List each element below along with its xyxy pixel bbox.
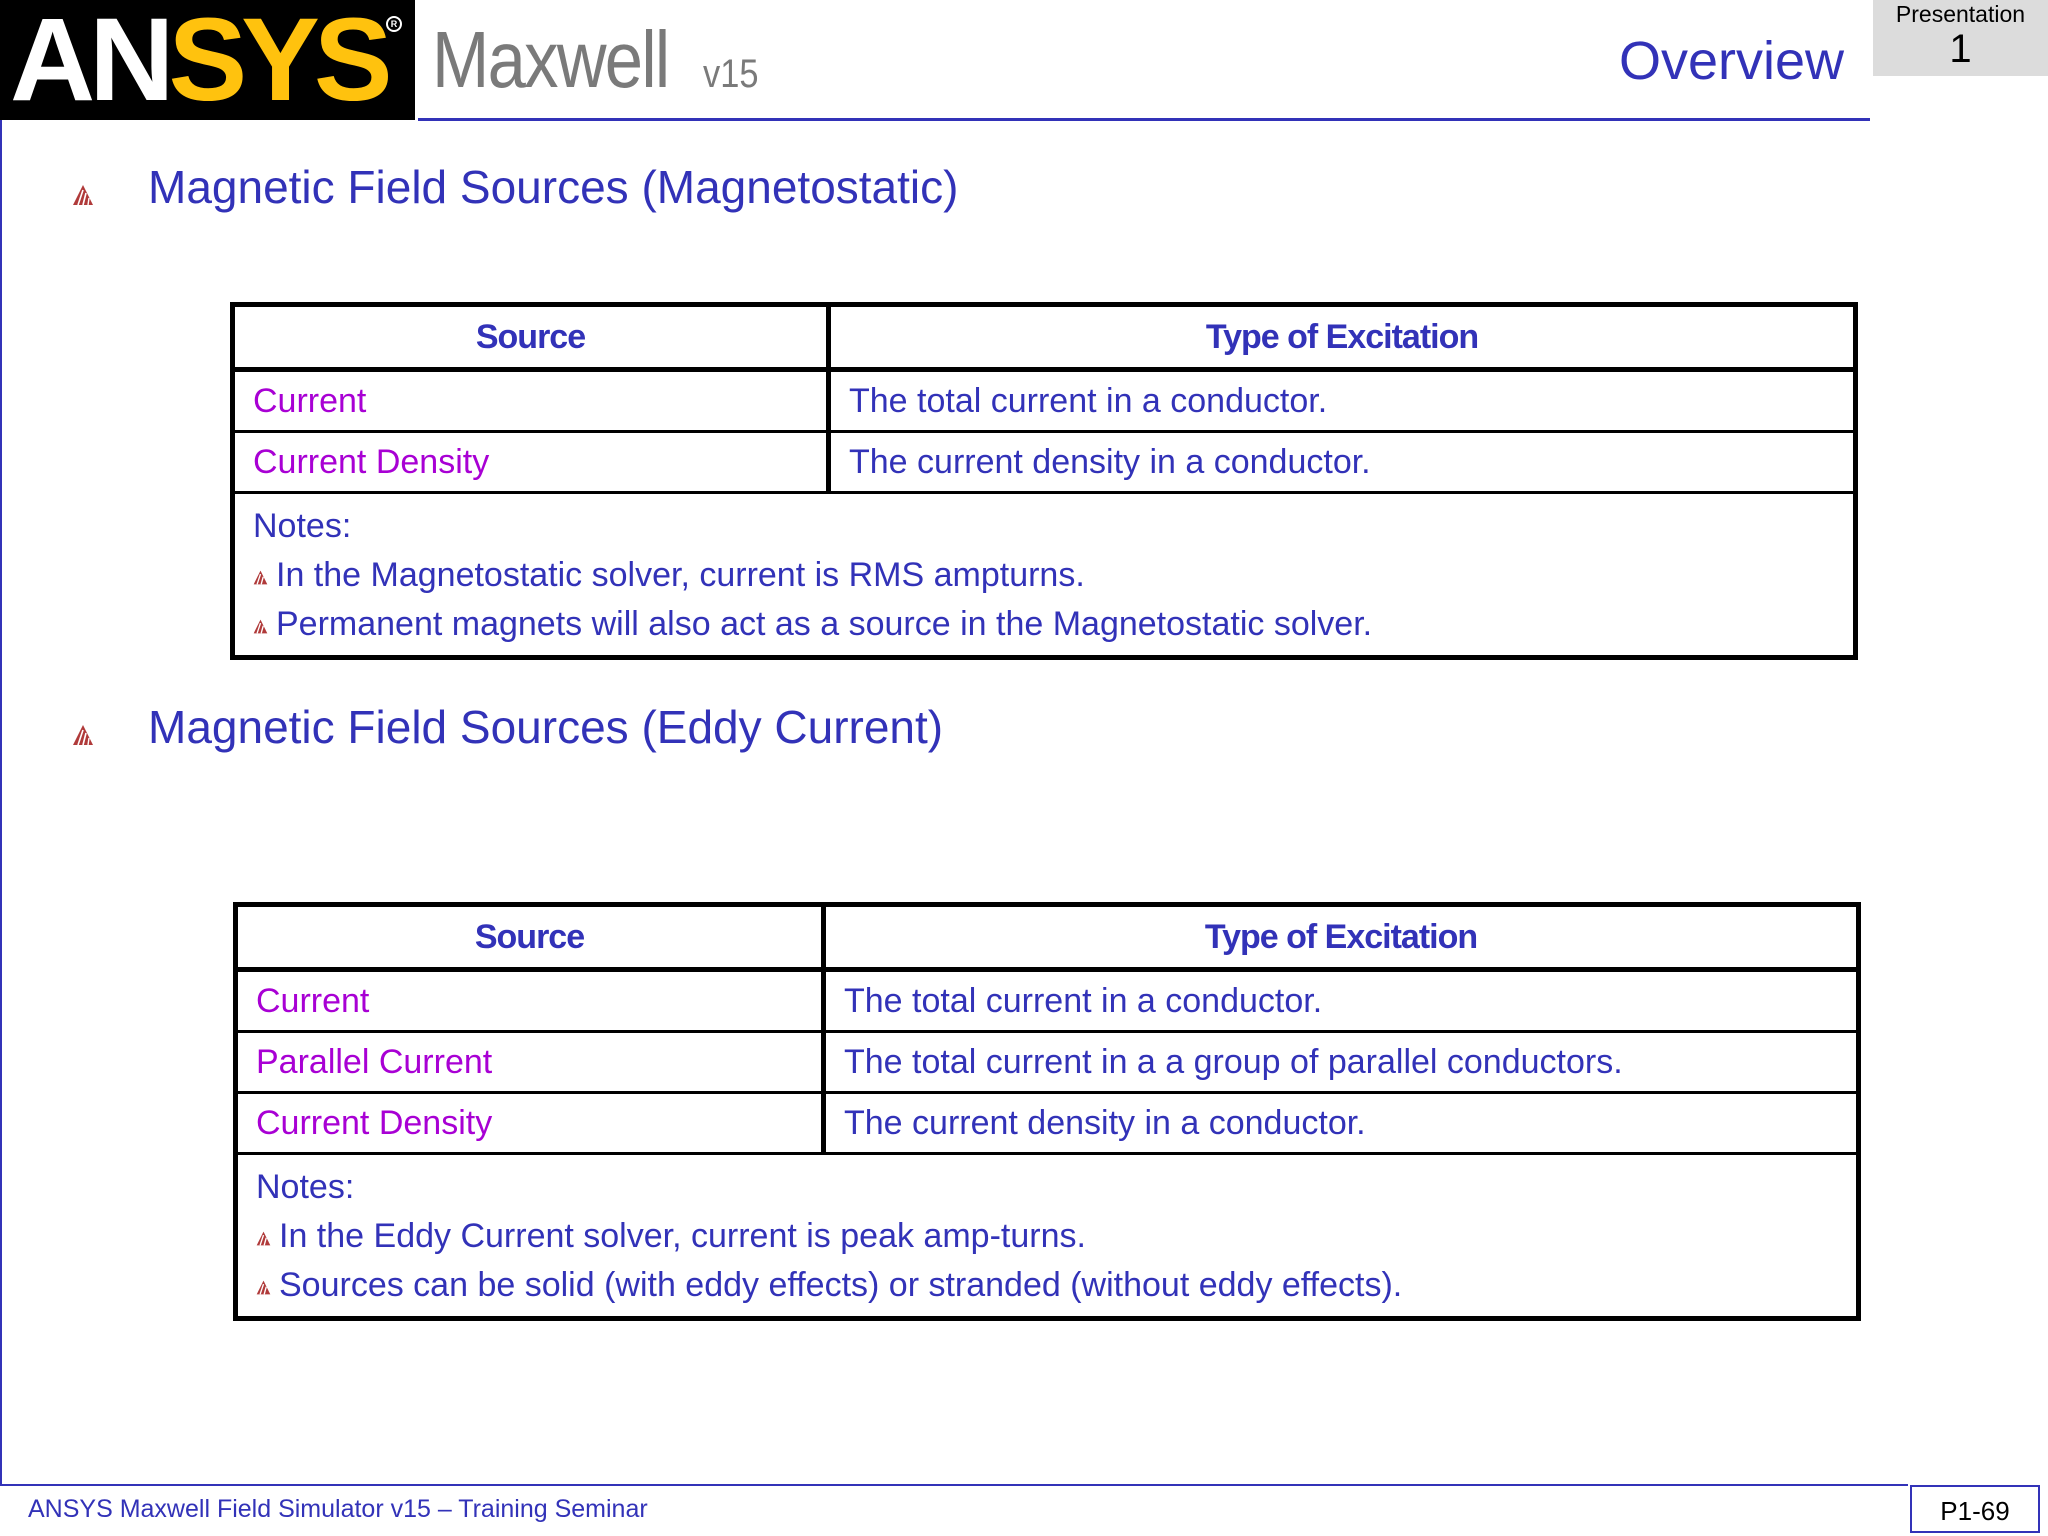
footer-divider (0, 1484, 1908, 1486)
table-row (233, 370, 1856, 432)
presentation-badge (1873, 0, 2048, 76)
column-header-source: Source (233, 305, 829, 370)
excitation-cell: The total current in a conductor. (829, 370, 1856, 432)
section-heading-magnetostatic: Magnetic Field Sources (Magnetostatic) (148, 161, 959, 213)
page-number: P1-69 (1910, 1485, 2040, 1533)
table-row (236, 1093, 1859, 1154)
notes-cell (236, 1154, 1859, 1319)
section-heading-eddy-current: Magnetic Field Sources (Eddy Current) (148, 701, 944, 753)
column-header-excitation: Type of Excitation (824, 905, 1859, 970)
source-cell: Current Density (236, 1093, 824, 1154)
note-item (256, 1212, 1838, 1261)
triangle-bullet-icon (72, 724, 94, 746)
table-row (233, 432, 1856, 493)
excitation-cell: The total current in a conductor. (824, 970, 1859, 1032)
product-version: v15 (703, 52, 759, 96)
note-item (256, 1261, 1838, 1310)
magnetostatic-sources-table (230, 302, 1858, 660)
triangle-bullet-icon (256, 1280, 271, 1295)
notes-row (233, 493, 1856, 658)
header-divider (418, 118, 1870, 121)
triangle-bullet-icon (253, 570, 268, 585)
notes-label: Notes: (253, 507, 352, 545)
source-cell: Parallel Current (236, 1032, 824, 1093)
table-row (236, 970, 1859, 1032)
presentation-number: 1 (1949, 27, 1972, 71)
excitation-cell: The current density in a conductor. (824, 1093, 1859, 1154)
ansys-logo (0, 0, 415, 126)
registered-mark: R (386, 16, 402, 32)
notes-cell (233, 493, 1856, 658)
notes-row (236, 1154, 1859, 1319)
excitation-cell: The current density in a conductor. (829, 432, 1856, 493)
source-cell: Current (236, 970, 824, 1032)
notes-label: Notes: (256, 1168, 355, 1206)
excitation-cell: The total current in a a group of parallel conductors. (824, 1032, 1859, 1093)
footer-text: ANSYS Maxwell Field Simulator v15 – Training Seminar (28, 1495, 648, 1523)
note-text: Sources can be solid (with eddy effects) or stranded (without eddy effects). (279, 1266, 1403, 1304)
table-header-row (236, 905, 1859, 970)
note-item (253, 600, 1835, 649)
column-header-excitation: Type of Excitation (829, 305, 1856, 370)
triangle-bullet-icon (72, 184, 94, 206)
note-text: Permanent magnets will also act as a source in the Magnetostatic solver. (276, 605, 1373, 643)
source-cell: Current Density (233, 432, 829, 493)
left-margin-rule (0, 120, 2, 1486)
triangle-bullet-icon (256, 1231, 271, 1246)
note-text: In the Magnetostatic solver, current is RMS ampturns. (276, 556, 1085, 594)
eddy-current-sources-table (233, 902, 1861, 1321)
logo-wordmark: ANSYS (10, 0, 387, 126)
presentation-label: Presentation (1895, 1, 2026, 27)
section-title: Overview (1618, 31, 1844, 91)
triangle-bullet-icon (253, 619, 268, 634)
table-row (236, 1032, 1859, 1093)
product-name: Maxwell (432, 15, 669, 104)
source-cell: Current (233, 370, 829, 432)
column-header-source: Source (236, 905, 824, 970)
note-item (253, 551, 1835, 600)
note-text: In the Eddy Current solver, current is peak amp-turns. (279, 1217, 1086, 1255)
table-header-row (233, 305, 1856, 370)
